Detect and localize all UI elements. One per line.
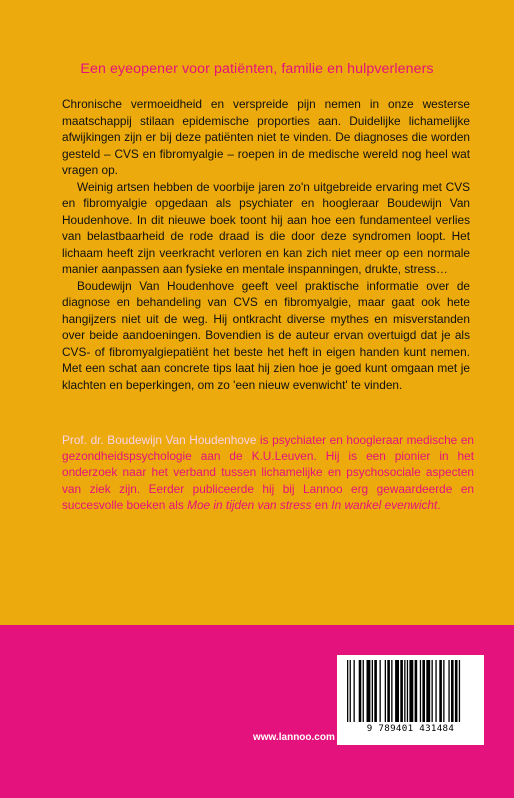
barcode-bar (374, 660, 377, 722)
barcode-bar (354, 660, 355, 722)
blurb-paragraph-2: Weinig artsen hebben de voorbije jaren zo'n uitgebreide ervaring met CVS en fibromyalgie opgedaan als psychiater en hoogleraar Boudewijn Van Houdenhove. In dit nieuwe boek toont hij aan hoe een fundamenteel verlies van belastbaarheid de rode draad is die door deze syndromen loopt. Het lichaam heeft zijn veerkracht verloren en kan zich niet meer op een normale manier aanpassen aan fysieke en mentale inspanningen, drukte, stress… (62, 179, 470, 276)
barcode-bar (391, 660, 392, 722)
barcode-bar (404, 660, 405, 722)
barcode-bar (422, 660, 425, 722)
barcode-bar (459, 660, 460, 722)
barcode-bar (426, 660, 430, 722)
barcode-bar (415, 660, 418, 722)
barcode-bar (385, 660, 386, 722)
book-title-2: In wankel evenwicht (331, 497, 438, 512)
barcode-bar (347, 660, 348, 722)
barcode-bar (443, 660, 444, 722)
barcode-bar (359, 660, 362, 722)
barcode-bar (350, 660, 351, 722)
blurb-paragraph-1: Chronische vermoeidheid en verspreide pijn nemen in onze westerse maatschappij stilaan epidemische proporties aan. Duidelijke lichamelijke afwijkingen zijn er bij deze patiënten niet te vinden. De diagnoses die worden gesteld – CVS en fibromyalgie – roepen in de medische wereld nog heel wat vragen op. (62, 97, 470, 177)
barcode-bar (363, 660, 364, 722)
barcode-bar (407, 660, 408, 722)
barcode (337, 655, 484, 745)
barcode-bar (395, 660, 399, 722)
barcode-bar (435, 660, 436, 722)
author-bio (62, 432, 474, 513)
barcode-bar (439, 660, 442, 722)
book-title-1: Moe in tijden van stress (187, 497, 312, 512)
barcode-bar (455, 660, 458, 722)
author-name: Prof. dr. Boudewijn Van Houdenhove (62, 433, 257, 447)
author-bio-text: is psychiater en hoogleraar medische en gezondheidspsychologie aan de K.U.Leuven. Hij is een pionier in het onderzoek naar het verband tussen lichamelijke en psychosociale aspecten van ziek zijn. Eerder publiceerde hij bij Lannoo erg gewaardeerde en succesvolle boeken als (62, 433, 474, 512)
barcode-bar (387, 660, 390, 722)
barcode-bar (432, 660, 433, 722)
barcode-bar (409, 660, 413, 722)
barcode-icon (347, 660, 474, 722)
barcode-bar (372, 660, 373, 722)
bio-conjunction: en (311, 497, 332, 512)
barcode-bar (451, 660, 454, 722)
blurb (62, 96, 470, 393)
publisher-website: www.lannoo.com (253, 732, 335, 743)
blurb-paragraph-3: Boudewijn Van Houdenhove geeft veel praktische informatie over de diagnose en behandeling van CVS en fibromyalgie, maar gaat ook hete hangijzers niet uit de weg. Hij ontkracht diverse mythes en misverstanden over beide aandoeningen. Bovendien is de auteur ervan overtuigd dat je als CVS- of fibromyalgiepatiënt het beste het heft in eigen handen kunt nemen. Met een schat aan concrete tips laat hij zien hoe je goed kunt omgaan met je klachten en beperkingen, om zo 'een nieuw evenwicht' te vinden. (62, 278, 470, 392)
barcode-bar (380, 660, 381, 722)
barcode-bar (420, 660, 421, 722)
barcode-bar (448, 660, 449, 722)
barcode-bar (367, 660, 371, 722)
barcode-bar (400, 660, 403, 722)
bio-end: . (437, 497, 441, 512)
tagline: Een eyeopener voor patiënten, familie en hulpverleners (80, 61, 434, 77)
isbn-number: 9 789401 431484 (366, 723, 455, 734)
